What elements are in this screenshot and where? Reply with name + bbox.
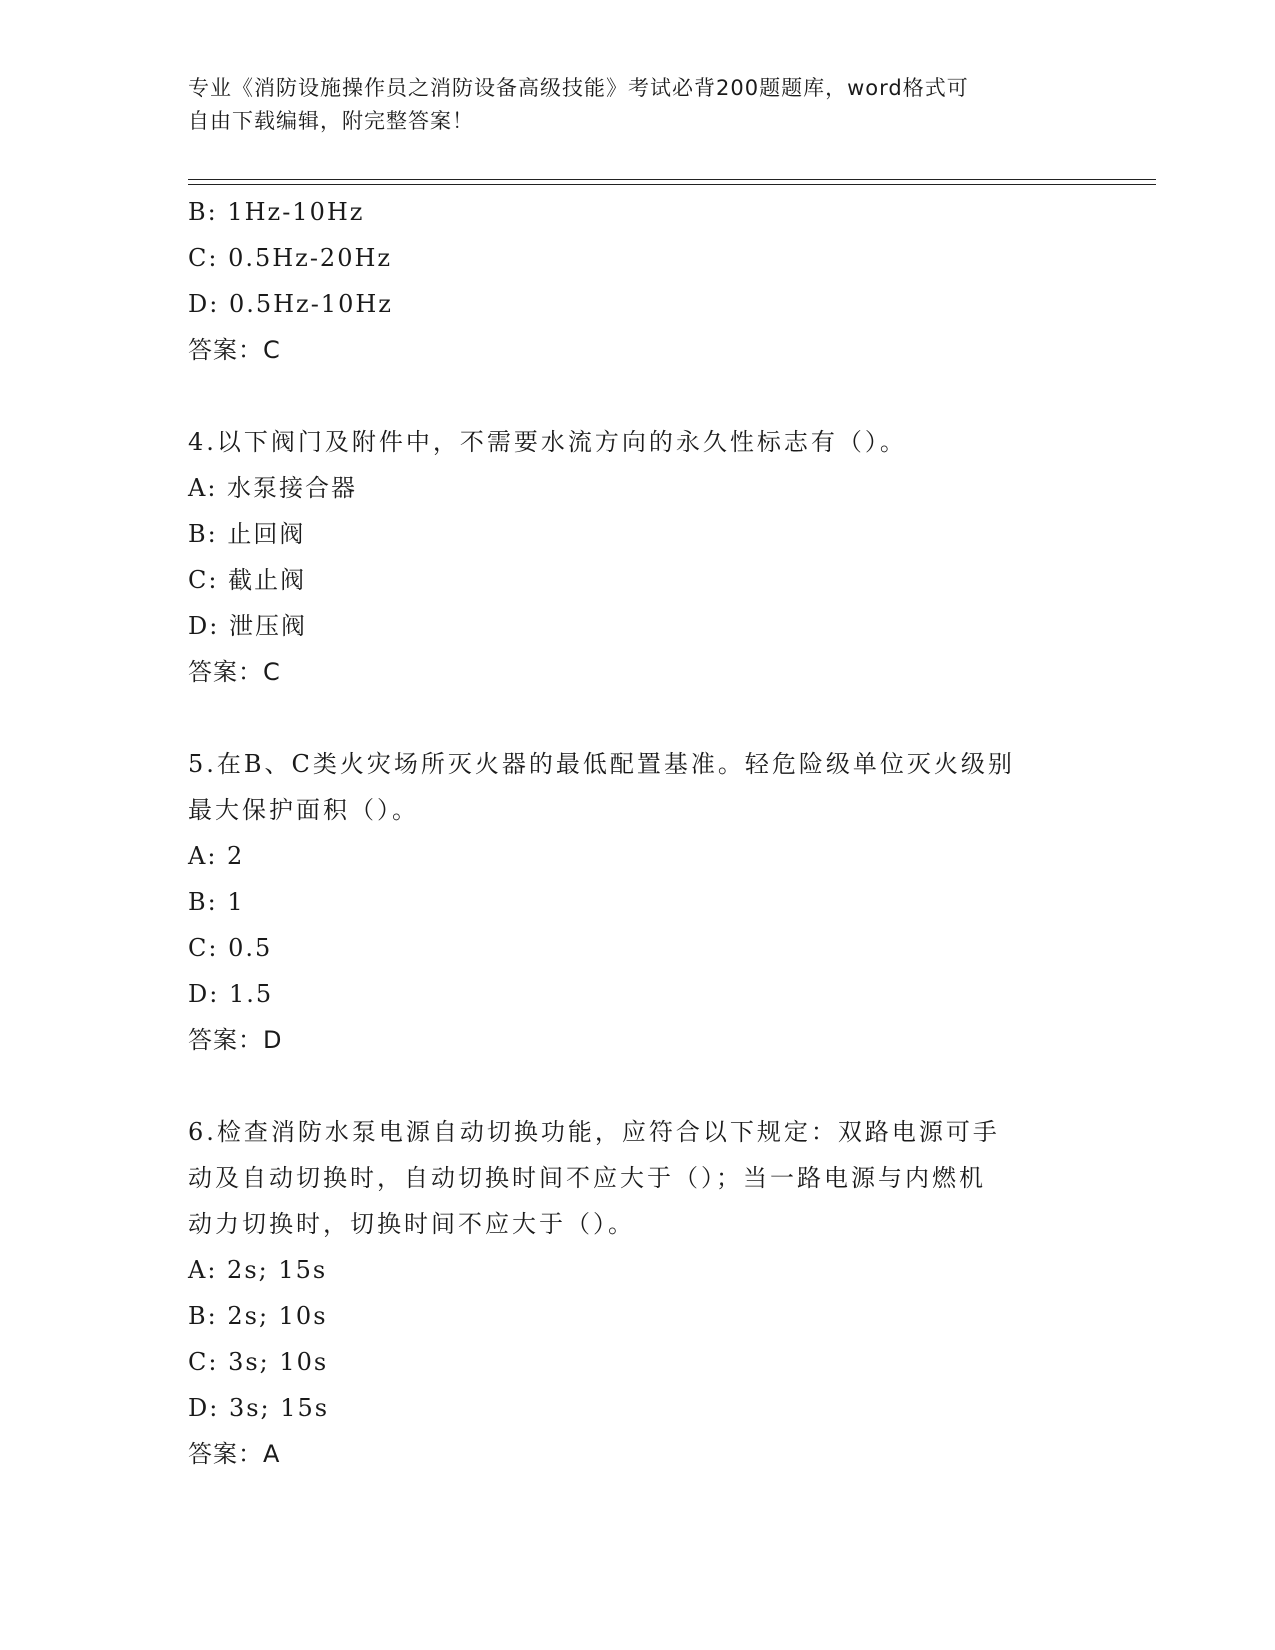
question-stem-line-1: 6.检查消防水泵电源自动切换功能，应符合以下规定：双路电源可手 — [188, 1118, 1000, 1146]
question-stem: 4.以下阀门及附件中，不需要水流方向的永久性标志有（）。 — [188, 428, 907, 456]
question-stem-line-1: 5.在B、C类火灾场所灭火器的最低配置基准。轻危险级单位灭火级别 — [188, 750, 1015, 778]
question-6 — [188, 1109, 1068, 1477]
question-3 — [188, 189, 1068, 373]
option-a: A: 2 — [188, 842, 245, 870]
question-list — [188, 189, 1068, 1477]
spacer — [188, 1063, 1068, 1109]
question-stem-line-3: 动力切换时，切换时间不应大于（）。 — [188, 1210, 635, 1238]
option-d: D: 1.5 — [188, 980, 274, 1008]
option-b: B: 2s; 10s — [188, 1302, 328, 1330]
option-c: C: 0.5 — [188, 934, 273, 962]
option-c: C: 0.5Hz-20Hz — [188, 244, 393, 272]
answer-line: 答案：C — [188, 658, 281, 686]
option-b: B: 1 — [188, 888, 245, 916]
question-4 — [188, 419, 1068, 695]
question-5 — [188, 741, 1068, 1063]
option-d: D: 泄压阀 — [188, 612, 307, 640]
option-a: A: 水泵接合器 — [188, 474, 358, 502]
option-d: D: 3s; 15s — [188, 1394, 330, 1422]
question-stem-line-2: 最大保护面积（）。 — [188, 796, 419, 824]
option-b: B: 1Hz-10Hz — [188, 198, 365, 226]
header-line-1: 专业《消防设施操作员之消防设备高级技能》考试必背200题题库，word格式可 — [188, 76, 969, 100]
answer-line: 答案：A — [188, 1440, 281, 1468]
spacer — [188, 695, 1068, 741]
spacer — [188, 373, 1068, 419]
option-b: B: 止回阀 — [188, 520, 306, 548]
header-divider-bottom — [188, 184, 1156, 185]
header-divider-top — [188, 179, 1156, 180]
option-d: D: 0.5Hz-10Hz — [188, 290, 393, 318]
option-c: C: 截止阀 — [188, 566, 307, 594]
header-line-2: 自由下载编辑，附完整答案！ — [188, 109, 474, 133]
option-a: A: 2s; 15s — [188, 1256, 328, 1284]
answer-line: 答案：D — [188, 1026, 283, 1054]
option-c: C: 3s; 10s — [188, 1348, 329, 1376]
document-header — [188, 72, 1068, 138]
answer-line: 答案：C — [188, 336, 281, 364]
question-stem-line-2: 动及自动切换时，自动切换时间不应大于（）；当一路电源与内燃机 — [188, 1164, 986, 1192]
